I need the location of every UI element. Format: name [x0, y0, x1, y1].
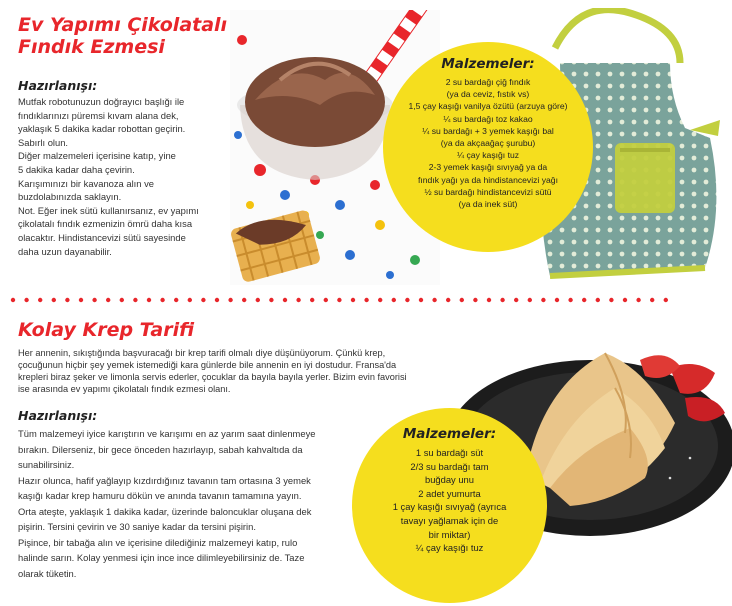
divider-dot: [419, 298, 423, 302]
divider-dot: [432, 298, 436, 302]
divider-dot: [568, 298, 572, 302]
recipe1-ingredients-circle: [383, 42, 593, 252]
divider-dot: [133, 298, 137, 302]
divider-dot: [201, 298, 205, 302]
divider-dot: [188, 298, 192, 302]
divider-dot: [256, 298, 260, 302]
recipe2-ingredients-circle: [352, 408, 547, 603]
divider-dot: [120, 298, 124, 302]
divider-dot: [160, 298, 164, 302]
divider-dot: [582, 298, 586, 302]
divider-dot: [596, 298, 600, 302]
divider-dot: [310, 298, 314, 302]
divider-dot: [92, 298, 96, 302]
divider-dot: [228, 298, 232, 302]
divider-dot: [405, 298, 409, 302]
divider-dot: [174, 298, 178, 302]
divider-dot: [609, 298, 613, 302]
divider-dot: [378, 298, 382, 302]
divider-dot: [269, 298, 273, 302]
divider-dot: [351, 298, 355, 302]
divider-dot: [392, 298, 396, 302]
divider-dot: [242, 298, 246, 302]
divider-dot: [473, 298, 477, 302]
recipe1-method-text: Mutfak robotunuzun doğrayıcı başlığı ile fındıklarınızı püremsi kıvam alana dek, yaklaşık 5 dakika kadar robottan geçirin. Sabırlı olun. Diğer malzemeleri içerisine katıp, yine 5 dakika kadar daha çevirin. Karışımınızı bir kavanoza alın ve buzdolabınızda saklayın. Not. Eğer inek sütü kullanırsanız, ev yapımı çikolatalı fındık ezmenizin ömrü daha kısa olacaktır. Hindistancevizi sütü sayesinde daha uzun dayanabilir.: [18, 96, 199, 257]
divider-dot: [664, 298, 668, 302]
recipe2-intro: Her annenin, sıkıştığında başvuracağı bir krep tarifi olmalı diye düşünüyorum. Çünkü krep, çocuğunun hiçbir şey yemek istemediği kara günlerde bile annenin en iyi dostudur. Fransa'da krepleri biraz şeker ve limonla servis ederler, çocuklar da bayıla bayıla yerler. Bizim evin favorisi ise arasında ev yapımı çikolatalı fındık ezmesi olanı.: [18, 348, 407, 394]
divider-dot: [650, 298, 654, 302]
divider-dot: [460, 298, 464, 302]
divider-dot: [38, 298, 42, 302]
divider-dot: [364, 298, 368, 302]
recipe2-method-text: Tüm malzemeyi iyice karıştırın ve karışımı en az yarım saat dinlenmeye bırakın. Dilerseniz, bir gece önceden hazırlayıp, sabah kahvaltıda da sunabilirsiniz. Hazır olunca, hafif yağlayıp kızdırdığınız tavanın tam ortasına 3 yemek kaşığı kadar krep hamuru dökün ve anında tavanın tamamına yayın. Orta ateşte, yaklaşık 1 dakika kadar, üzerinde baloncuklar oluşana dek pişirin. Tersini çevirin ve 30 saniye kadar da tersini pişirin. Pişince, bir tabağa alın ve içerisine dilediğiniz malzemeyi katıp, rulo halinde sarın. Kolay yenmesi için ince ince dilimleyebilirsiniz de. Taze olarak tüketin.: [18, 428, 316, 579]
recipe2-title: Kolay Krep Tarifi: [18, 319, 195, 341]
recipe2-method-heading: Hazırlanışı:: [18, 408, 98, 423]
recipe1-method-heading: Hazırlanışı:: [18, 78, 98, 93]
divider-dot: [555, 298, 559, 302]
divider-dot: [215, 298, 219, 302]
divider-dot: [52, 298, 56, 302]
divider-dot: [147, 298, 151, 302]
divider-dot: [79, 298, 83, 302]
divider-dot: [528, 298, 532, 302]
divider-dot: [65, 298, 69, 302]
divider-dot: [24, 298, 28, 302]
divider-dot: [324, 298, 328, 302]
divider-dot: [337, 298, 341, 302]
divider-dot: [487, 298, 491, 302]
divider-dot: [541, 298, 545, 302]
section-divider: [10, 297, 675, 303]
divider-dot: [296, 298, 300, 302]
divider-dot: [106, 298, 110, 302]
recipe1-title: Ev Yapımı Çikolatalı Fındık Ezmesi: [18, 14, 228, 58]
divider-dot: [514, 298, 518, 302]
divider-dot: [11, 298, 15, 302]
recipe1-ingredients-list: 2 su bardağı çiğ fındık (ya da ceviz, fıstık vs) 1,5 çay kaşığı vanilya özütü (arzuya göre) ¼ su bardağı toz kakao ¼ su bardağı + 3 yemek kaşığı bal (ya da akçaağaç şurubu) ¼ çay kaşığı tuz 2-3 yemek kaşığı sıvıyağ ya da fındık yağı ya da hindistancevizi yağı ½ su bardağı hindistancevizi sütü (ya da inek süt): [408, 77, 568, 210]
divider-dot: [283, 298, 287, 302]
divider-dot: [636, 298, 640, 302]
divider-dot: [623, 298, 627, 302]
recipe2-ingredients-heading: Malzemeler:: [402, 426, 497, 442]
recipe1-ingredients-heading: Malzemeler:: [441, 56, 535, 72]
divider-dot: [446, 298, 450, 302]
divider-dot: [500, 298, 504, 302]
recipe2-ingredients-list: 1 su bardağı süt 2/3 su bardağı tam buğday unu 2 adet yumurta 1 çay kaşığı sıvıyağ (ayrıca tavayı yağlamak için de bir miktar) ¼ çay kaşığı tuz: [392, 447, 507, 554]
